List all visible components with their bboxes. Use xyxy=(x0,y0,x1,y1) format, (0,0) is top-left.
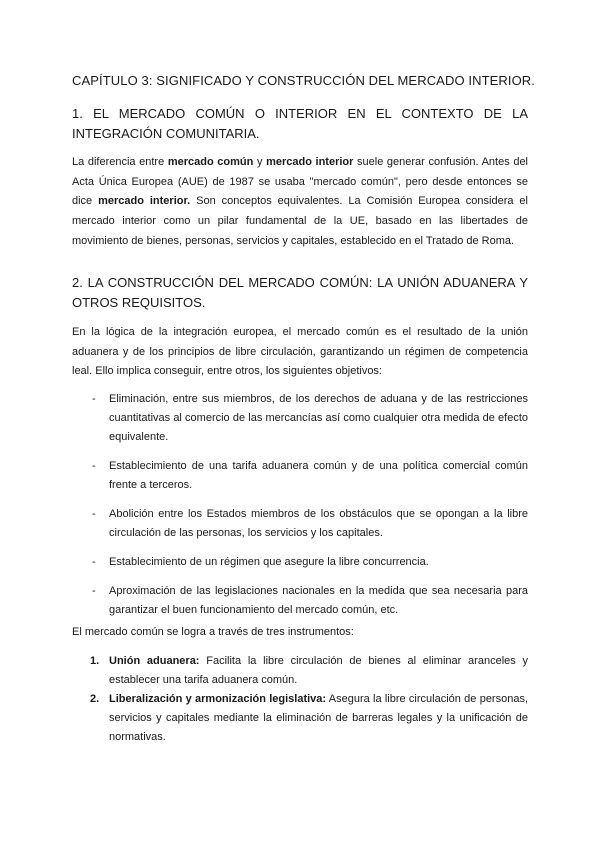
list-item-text: Eliminación, entre sus miembros, de los derechos de aduana y de las restricciones cuantitativas al comercio de las mercancías así como cualquier otra medida de efecto equivalente. xyxy=(109,393,528,443)
dash-bullet: - xyxy=(92,393,96,405)
list-number: 1. xyxy=(90,655,100,667)
list-item-text: Aproximación de las legislaciones nacionales en la medida que sea necesaria para garantizar el buen funcionamiento del mercado común, etc. xyxy=(109,585,528,616)
dash-bullet: - xyxy=(92,508,96,520)
section-1-paragraph xyxy=(72,153,528,252)
instruments-intro: El mercado común se logra a través de tres instrumentos: xyxy=(72,626,354,638)
instrument-term: Liberalización y armonización legislativa: xyxy=(109,693,327,705)
dash-bullet: - xyxy=(92,585,96,597)
list-item-text: Establecimiento de un régimen que asegure la libre concurrencia. xyxy=(109,556,429,568)
bold-term: mercado interior. xyxy=(98,195,191,208)
instrument-text: Asegura la libre circulación de personas, servicios y capitales mediante la eliminación de barreras legales y la unificación de normativas. xyxy=(109,693,529,743)
list-item xyxy=(92,505,528,543)
bold-term: mercado común xyxy=(167,156,254,168)
list-item xyxy=(92,553,528,572)
list-item-text: Establecimiento de una tarifa aduanera común y de una política comercial común frente a terceros. xyxy=(109,460,528,491)
objectives-list xyxy=(92,390,528,630)
instrument-text: Facilita la libre circulación de bienes al eliminar aranceles y establecer una tarifa aduanera común. xyxy=(109,655,528,686)
chapter-title: CAPÍTULO 3: SIGNIFICADO Y CONSTRUCCIÓN DEL MERCADO INTERIOR. xyxy=(72,73,535,88)
section-1-heading: 1. EL MERCADO COMÚN O INTERIOR EN EL CONTEXTO DE LA INTEGRACIÓN COMUNITARIA. xyxy=(72,106,528,141)
list-item xyxy=(92,390,528,447)
list-number: 2. xyxy=(90,693,100,705)
text-run: suele generar confusión. Antes del Acta Única Europea (AUE) de 1987 se usaba "mercado común", pero desde entonces se dice xyxy=(72,156,529,208)
section-2-intro: En la lógica de la integración europea, el mercado común es el resultado de la unión aduanera y de los principios de libre circulación, garantizando un régimen de competencia leal. Ello implica conseguir, entre otros, los siguientes objetivos: xyxy=(72,326,528,378)
list-item-text: Abolición entre los Estados miembros de los obstáculos que se opongan a la libre circulación de las personas, los servicios y los capitales. xyxy=(109,508,528,539)
list-item xyxy=(92,582,528,620)
text-run: y xyxy=(253,156,267,168)
list-item xyxy=(92,457,528,495)
bold-term: mercado interior xyxy=(266,156,354,168)
instrument-term: Unión aduanera: xyxy=(109,655,200,667)
list-item xyxy=(90,652,528,690)
section-2-heading: 2. LA CONSTRUCCIÓN DEL MERCADO COMÚN: LA UNIÓN ADUANERA Y OTROS REQUISITOS. xyxy=(72,275,528,310)
text-run: La diferencia entre xyxy=(72,156,168,168)
list-item xyxy=(90,690,528,747)
dash-bullet: - xyxy=(92,556,96,568)
text-run: Son conceptos equivalentes. La Comisión Europea considera el mercado interior como un pilar fundamental de la UE, basado en las libertades de movimiento de bienes, personas, servicios y capitales, establecido en el Tratado de Roma. xyxy=(72,195,528,247)
instruments-list xyxy=(90,652,528,747)
dash-bullet: - xyxy=(92,460,96,472)
